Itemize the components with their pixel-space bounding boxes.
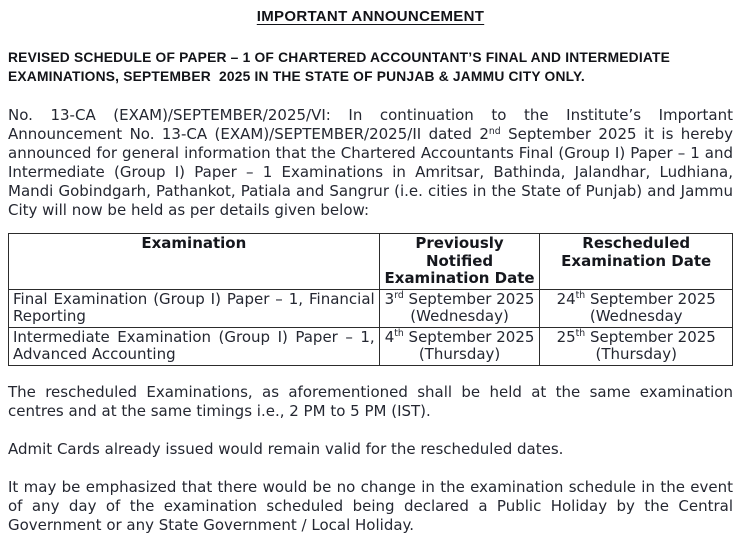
column-header-examination: Examination	[9, 234, 380, 290]
previous-date-cell: 4th September 2025 (Thursday)	[379, 327, 540, 365]
column-header-rescheduled-date: Rescheduled Examination Date	[540, 234, 733, 290]
previous-date-cell: 3rd September 2025 (Wednesday)	[379, 289, 540, 327]
admit-card-paragraph: Admit Cards already issued would remain valid for the rescheduled dates.	[8, 439, 564, 458]
timing-paragraph: The rescheduled Examinations, as aforementioned shall be held at the same examination centres and at the same timings i.e., 2 PM to 5 PM (IST).	[8, 382, 733, 420]
announcement-subtitle: REVISED SCHEDULE OF PAPER – 1 OF CHARTERED ACCOUNTANT’S FINAL AND INTERMEDIATE EXAMINATIONS, SEPTEMBER 2025 IN THE STATE OF PUNJAB & JAMMU CITY ONLY.	[8, 50, 671, 84]
table-header-row	[9, 234, 733, 290]
table-row	[9, 289, 733, 327]
exam-name-cell: Intermediate Examination (Group I) Paper – 1, Advanced Accounting	[9, 327, 380, 365]
intro-paragraph: No. 13-CA (EXAM)/SEPTEMBER/2025/VI: In continuation to the Institute’s Important Announcement No. 13-CA (EXAM)/SEPTEMBER/2025/II dated 2nd September 2025 it is hereby announced for general information that the Chartered Accountants Final (Group I) Paper – 1 and Intermediate (Group I) Paper – 1 Examinations in Amritsar, Bathinda, Jalandhar, Ludhiana, Mandi Gobindgarh, Pathankot, Patiala and Sangrur (i.e. cities in the State of Punjab) and Jammu City will now be held as per details given below:	[8, 106, 733, 219]
table-row	[9, 327, 733, 365]
exam-schedule-table	[8, 233, 733, 366]
holiday-paragraph: It may be emphasized that there would be no change in the examination schedule in the event of any day of the examination scheduled being declared a Public Holiday by the Central Government or any State Government / Local Holiday.	[8, 477, 733, 534]
column-header-previously-notified-date: Previously Notified Examination Date	[379, 234, 540, 290]
announcement-title: IMPORTANT ANNOUNCEMENT	[256, 8, 485, 25]
exam-name-cell: Final Examination (Group I) Paper – 1, Financial Reporting	[9, 289, 380, 327]
rescheduled-date-cell: 25th September 2025 (Thursday)	[540, 327, 733, 365]
rescheduled-date-cell: 24th September 2025 (Wednesday	[540, 289, 733, 327]
